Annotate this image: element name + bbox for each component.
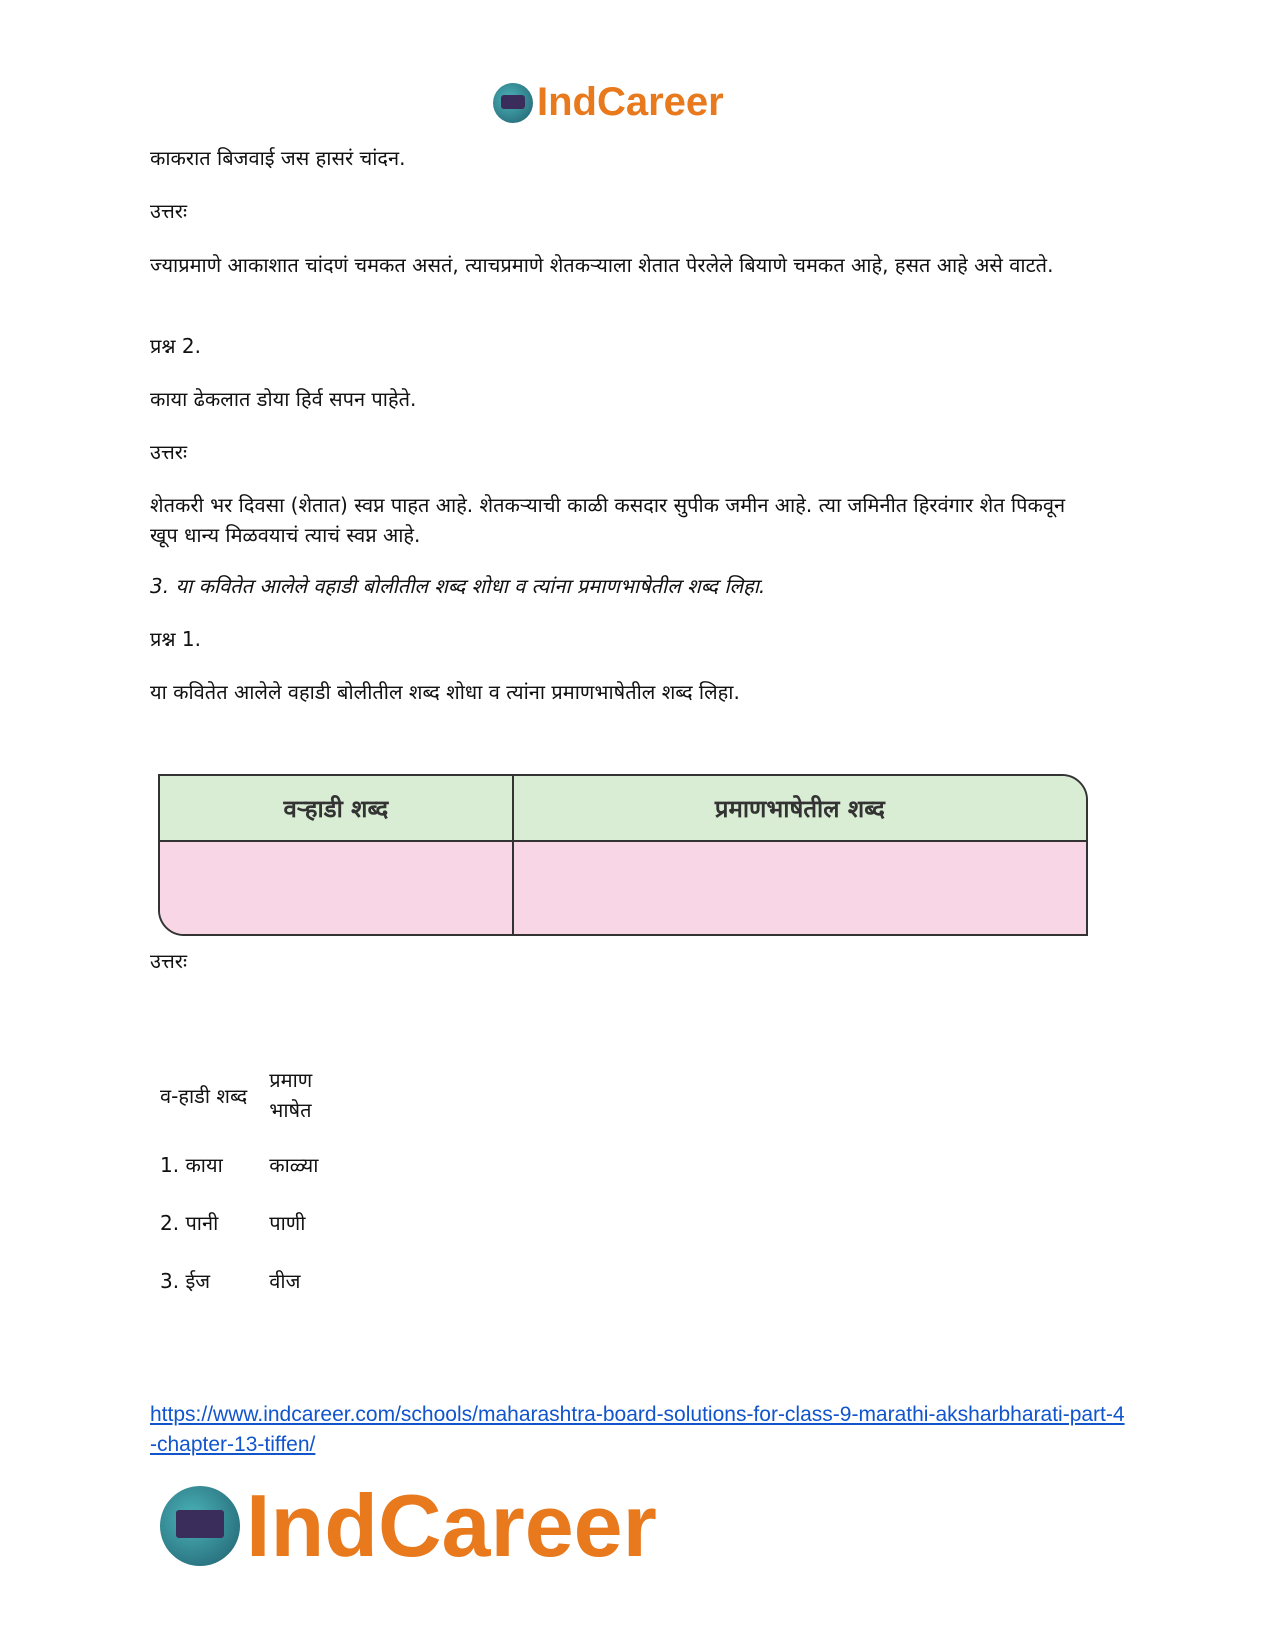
table-row (150, 1193, 341, 1251)
answer-table (150, 1055, 341, 1309)
table-header: प्रमाण भाषेत (269, 1068, 313, 1122)
question-line: काकरात बिजवाई जस हासरं चांदन. (150, 146, 406, 170)
answer-text: शेतकरी भर दिवसा (शेतात) स्वप्न पाहत आहे. शेतकऱ्याची काळी कसदार सुपीक जमीन आहे. त्या जमिनीत हिरवंगार शेत पिकवून खूप धान्य मिळवयाचं त्याचं स्वप्न आहे. (150, 493, 1066, 547)
question-text: काया ढेकलात डोया हिर्व सपन पाहेते. (150, 387, 417, 411)
footer-logo (160, 1475, 657, 1577)
textbook-table-image (158, 774, 1088, 936)
table-row (150, 1135, 341, 1193)
question-heading: प्रश्न 2. (150, 334, 201, 358)
table-cell: वीज (269, 1268, 301, 1293)
answer-label: उत्तरः (150, 949, 187, 973)
header-logo (493, 80, 724, 125)
table-row (150, 1055, 341, 1135)
table-cell (160, 842, 512, 934)
globe-book-icon (493, 83, 533, 123)
answer-text: ज्याप्रमाणे आकाशात चांदणं चमकत असतं, त्याचप्रमाणे शेतकऱ्याला शेतात पेरलेले बियाणे चमकत आहे, हसत आहे असे वाटते. (150, 253, 1054, 277)
answer-label: उत्तरः (150, 199, 187, 223)
table-cell (512, 842, 1086, 934)
table-header: प्रमाणभाषेतील शब्द (512, 776, 1086, 842)
table-cell: काळ्या (269, 1152, 319, 1177)
table-header: वऱ्हाडी शब्द (160, 776, 512, 842)
table-cell: 3. ईज (160, 1268, 211, 1293)
section-heading: 3. या कवितेत आलेले वहाडी बोलीतील शब्द शोधा व त्यांना प्रमाणभाषेतील शब्द लिहा. (150, 574, 766, 598)
table-cell: 2. पानी (160, 1210, 219, 1235)
answer-label: उत्तरः (150, 440, 187, 464)
table-cell: पाणी (269, 1210, 306, 1235)
table-row (150, 1251, 341, 1309)
question-text: या कवितेत आलेले वहाडी बोलीतील शब्द शोधा व त्यांना प्रमाणभाषेतील शब्द लिहा. (150, 680, 740, 704)
table-cell: 1. काया (160, 1152, 223, 1177)
globe-book-icon (160, 1486, 240, 1566)
logo-text: IndCareer (246, 1476, 657, 1575)
question-heading: प्रश्न 1. (150, 627, 201, 651)
source-link[interactable]: https://www.indcareer.com/schools/maharashtra-board-solutions-for-class-9-marathi-aksharbharati-part-4-chapter-13-tiffen/ (150, 1403, 1125, 1456)
table-header: व-हाडी शब्द (160, 1083, 248, 1108)
logo-text: IndCareer (537, 80, 724, 124)
